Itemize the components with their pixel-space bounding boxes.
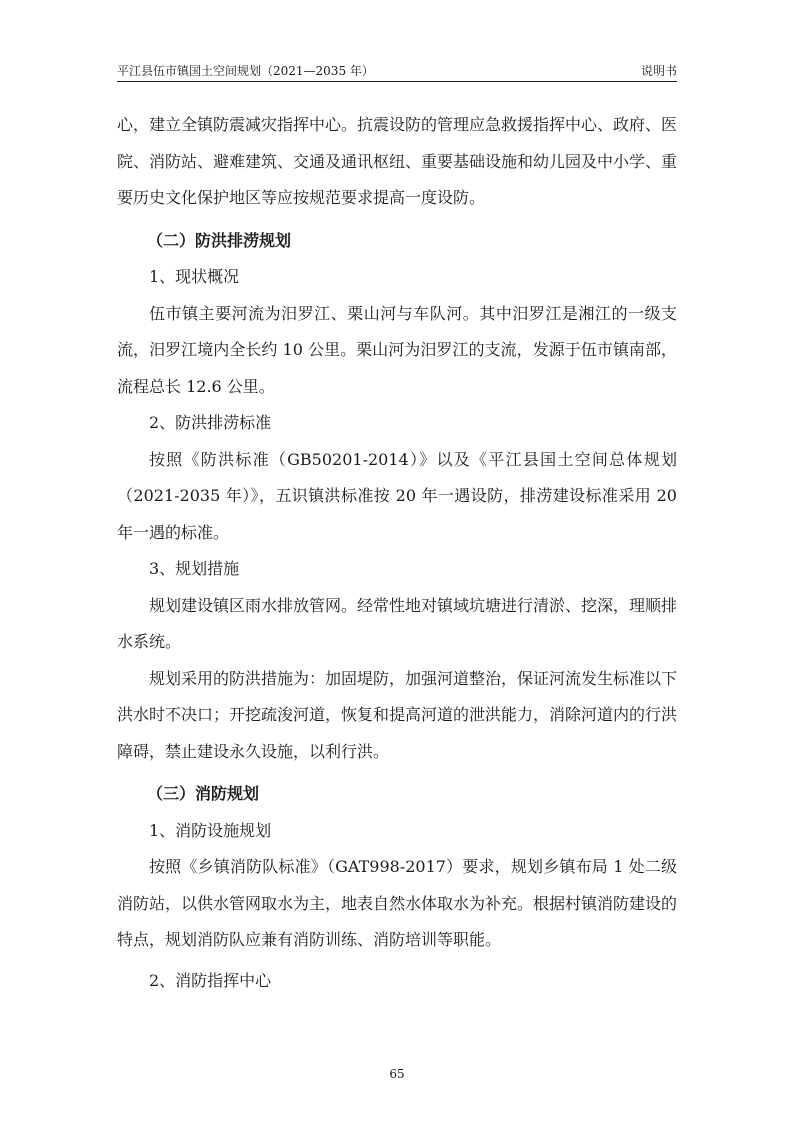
document-type: 说明书 — [640, 64, 677, 78]
subsection-heading-fire-facilities: 1、消防设施规划 — [149, 820, 272, 840]
page-body — [117, 107, 677, 999]
section-heading-fire-protection: （三）消防规划 — [147, 784, 260, 803]
header-divider — [117, 81, 677, 82]
section-heading-flood-control: （二）防洪排涝规划 — [147, 230, 292, 250]
paragraph-flood-measures: 规划采用的防洪措施为：加固堤防，加强河道整治，保证河流发生标准以下洪水时不决口；开挖疏浚河道，恢复和提高河道的泄洪能力，消除河道内的行洪障碍，禁止建设永久设施，以利行洪。 — [117, 668, 678, 761]
paragraph-drainage: 规划建设镇区雨水排放管网。经常性地对镇域坑塘进行清淤、挖深，理顺排水系统。 — [117, 595, 678, 651]
page-number: 65 — [389, 1067, 405, 1081]
paragraph-flood-standard: 按照《防洪标准（GB50201-2014）》以及《平江县国土空间总体规划（2021-2035 年）》，五识镇洪标准按 20 年一遇设防，排涝建设标准采用 20 年一遇的标准。 — [117, 449, 677, 542]
document-title: 平江县伍市镇国土空间规划（2021—2035 年） — [117, 64, 374, 78]
subsection-heading-measures: 3、规划措施 — [149, 559, 240, 578]
subsection-heading-current-status: 1、现状概况 — [149, 267, 240, 286]
paragraph-continued: 心，建立全镇防震减灾指挥中心。抗震设防的管理应急救援指挥中心、政府、医院、消防站、避难建筑、交通及通讯枢纽、重要基础设施和幼儿园及中小学、重要历史文化保护地区等应按规范要求提高一度设防。 — [117, 115, 678, 207]
paragraph-rivers: 伍市镇主要河流为汨罗江、栗山河与车队河。其中汨罗江是湘江的一级支流，汨罗江境内全长约 10 公里。栗山河为汨罗江的支流，发源于伍市镇南部，流程总长 12.6 公里。 — [117, 303, 677, 396]
paragraph-fire-station: 按照《乡镇消防队标准》（GAT998-2017）要求，规划乡镇布局 1 处二级消防站，以供水管网取水为主，地表自然水体取水为补充。根据村镇消防建设的特点，规划消防队应兼有消防训练、消防培训等职能。 — [117, 857, 678, 949]
subsection-heading-fire-command: 2、消防指挥中心 — [149, 970, 272, 990]
page-header — [117, 62, 677, 82]
subsection-heading-flood-standard: 2、防洪排涝标准 — [149, 413, 272, 432]
